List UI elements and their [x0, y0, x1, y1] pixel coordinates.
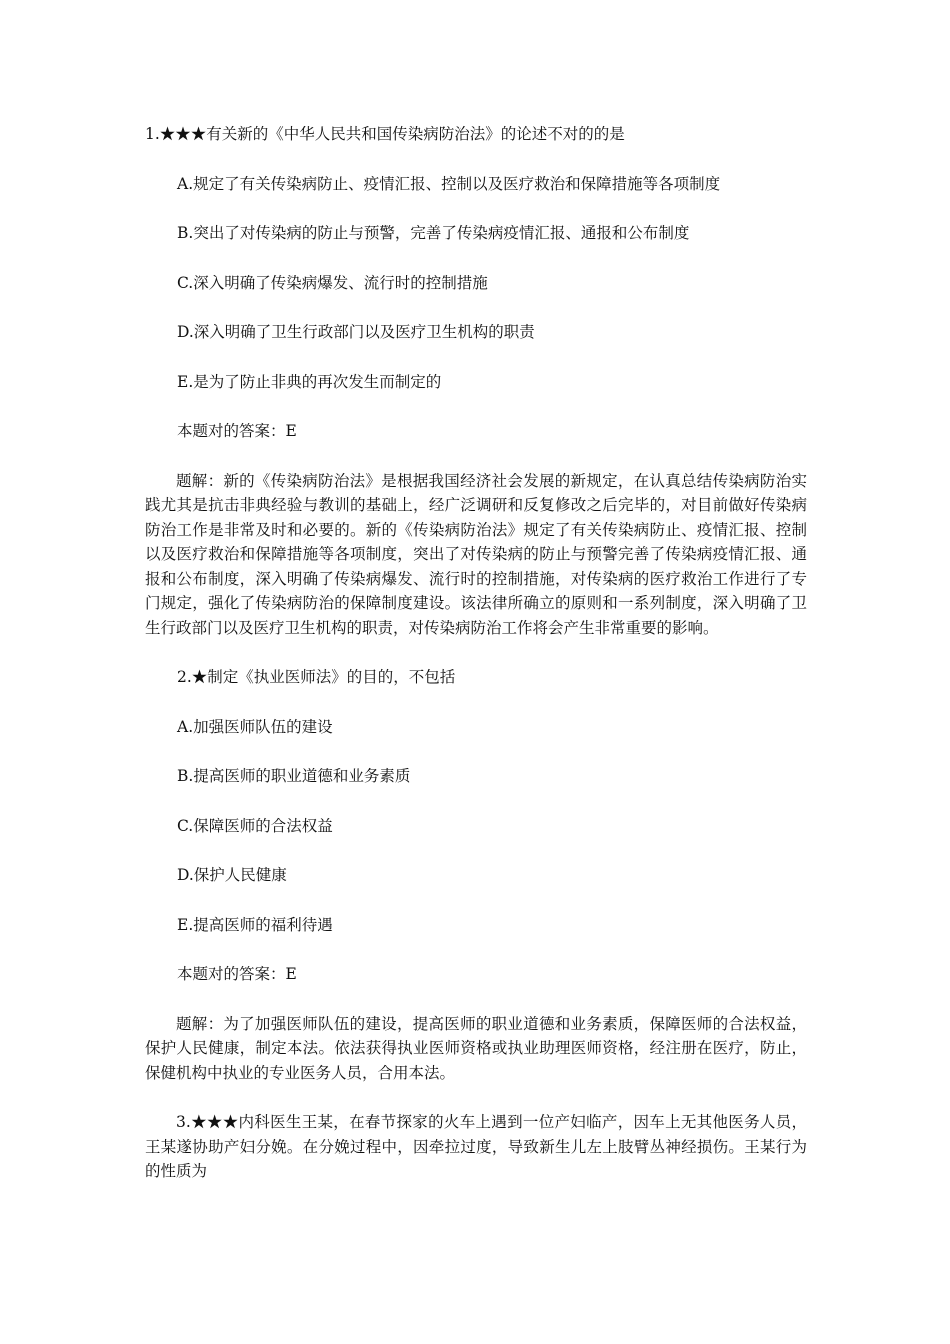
question-2-option-c: C.保障医师的合法权益 [177, 816, 333, 835]
document-page [145, 122, 807, 1184]
question-2-stem: 2.★制定《执业医师法》的目的，不包括 [177, 668, 456, 686]
question-2-option-a: A.加强医师队伍的建设 [177, 717, 333, 736]
question-1-option-b: B.突出了对传染病的防止与预警，完善了传染病疫情汇报、通报和公布制度 [177, 224, 690, 242]
question-1-answer: 本题对的答案：E [177, 422, 297, 440]
question-3-stem: 3.★★★内科医生王某，在春节探家的火车上遇到一位产妇临产，因车上无其他医务人员，王某遂协助产妇分娩。在分娩过程中，因牵拉过度，导致新生儿左上肢臂丛神经损伤。王某行为的性质为 [145, 1113, 807, 1180]
question-2-option-d: D.保护人民健康 [177, 866, 287, 884]
question-2-explanation: 题解：为了加强医师队伍的建设，提高医师的职业道德和业务素质，保障医师的合法权益，保护人民健康，制定本法。依法获得执业医师资格或执业助理医师资格，经注册在医疗，防止，保健机构中执业的专业医务人员，合用本法。 [145, 1014, 807, 1082]
question-1-explanation: 题解：新的《传染病防治法》是根据我国经济社会发展的新规定，在认真总结传染病防治实践尤其是抗击非典经验与教训的基础上，经广泛调研和反复修改之后完毕的，对目前做好传染病防治工作是非常及时和必要的。新的《传染病防治法》规定了有关传染病防止、疫情汇报、控制以及医疗救治和保障措施等各项制度，突出了对传染病的防止与预警完善了传染病疫情汇报、通报和公布制度，深入明确了传染病爆发、流行时的控制措施，对传染病的医疗救治工作进行了专门规定，强化了传染病防治的保障制度建设。该法律所确立的原则和一系列制度，深入明确了卫生行政部门以及医疗卫生机构的职责，对传染病防治工作将会产生非常重要的影响。 [145, 471, 807, 637]
question-1-option-a: A.规定了有关传染病防止、疫情汇报、控制以及医疗救治和保障措施等各项制度 [177, 174, 721, 193]
question-1-option-e: E.是为了防止非典的再次发生而制定的 [177, 372, 442, 391]
question-2-option-b: B.提高医师的职业道德和业务素质 [177, 767, 411, 785]
question-1-option-d: D.深入明确了卫生行政部门以及医疗卫生机构的职责 [177, 323, 535, 341]
question-2-answer: 本题对的答案：E [177, 965, 297, 983]
question-1-stem: 1.★★★有关新的《中华人民共和国传染病防治法》的论述不对的的是 [145, 125, 625, 143]
question-1-option-c: C.深入明确了传染病爆发、流行时的控制措施 [177, 273, 488, 292]
question-2-option-e: E.提高医师的福利待遇 [177, 915, 333, 934]
